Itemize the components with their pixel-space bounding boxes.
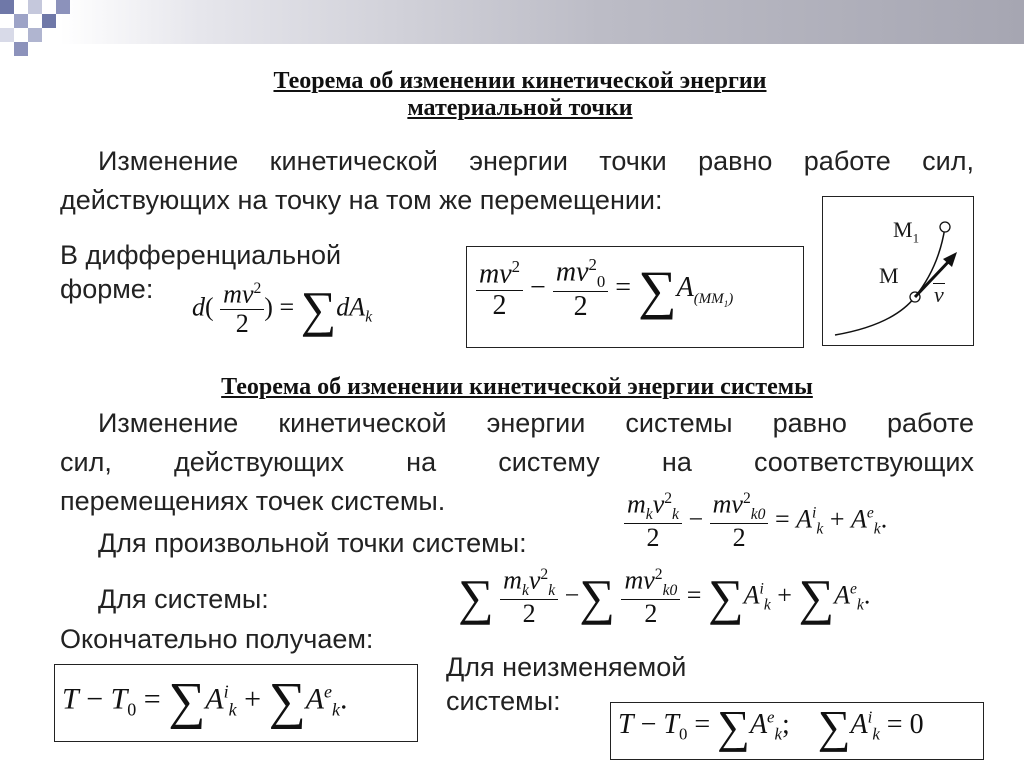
symbol: k bbox=[548, 581, 556, 599]
formula-point-integral: $\frac{mv^2}{2}$ − $\frac{mv^2_0}{2}$ = $\sum A_{(MM_1)}$ bbox=[476, 256, 733, 323]
symbol: 2 bbox=[573, 291, 588, 323]
header-gradient-bar bbox=[0, 0, 1024, 44]
symbol: e bbox=[866, 504, 874, 522]
text-line: Изменение кинетической энергии точки равно работе сил, bbox=[98, 146, 974, 176]
symbol: k0 bbox=[750, 505, 766, 523]
symbol: 2 bbox=[522, 598, 536, 628]
symbol: A bbox=[796, 504, 813, 534]
deco-square bbox=[28, 28, 42, 42]
symbol: 2 bbox=[588, 255, 597, 274]
symbol: v bbox=[528, 565, 541, 595]
symbol: 0 bbox=[127, 699, 137, 720]
symbol: k bbox=[228, 699, 237, 720]
symbol: e bbox=[767, 707, 775, 727]
symbol: dA bbox=[336, 292, 366, 322]
symbol: 2 bbox=[511, 256, 521, 276]
symbol: 2 bbox=[492, 289, 507, 321]
symbol: T bbox=[110, 682, 128, 716]
symbol: 2 bbox=[235, 309, 249, 339]
for-system-label: Для системы: bbox=[98, 584, 269, 614]
symbol: A bbox=[676, 272, 694, 304]
formula-arbitrary-point: $\frac{m_kv^2_k}{2}$ − $\frac{mv^2_{k0}}{2}$ = $A^i_k + A^e_k$. bbox=[624, 490, 887, 553]
deco-square bbox=[0, 28, 14, 42]
symbol: m bbox=[503, 565, 522, 595]
symbol: i bbox=[759, 580, 764, 598]
text-line: Изменение кинетической энергии системы равно работе bbox=[98, 408, 974, 438]
symbol: A bbox=[305, 682, 324, 716]
formula-differential: d( $\frac{mv^2}{2}$ ) = $\sum dA_k$ bbox=[192, 279, 373, 339]
symbol: e bbox=[323, 681, 332, 702]
slide-title-point bbox=[150, 68, 890, 122]
deco-square bbox=[0, 0, 14, 14]
deco-square bbox=[14, 14, 28, 28]
symbol: A bbox=[850, 504, 867, 534]
symbol: k bbox=[872, 724, 880, 744]
symbol: A bbox=[205, 682, 224, 716]
symbol: mv bbox=[555, 256, 589, 288]
symbol: k bbox=[365, 308, 373, 326]
arbitrary-point-label: Для произвольной точки системы: bbox=[98, 528, 527, 558]
deco-square bbox=[56, 0, 70, 14]
label-m1: $M_1$ bbox=[893, 217, 920, 246]
symbol: 0 bbox=[678, 724, 688, 744]
text-line: действующих на точку на том же перемещении: bbox=[60, 185, 663, 215]
text-line: Для неизменяемой bbox=[446, 652, 687, 682]
text-line: системы: bbox=[446, 686, 561, 716]
symbol: T bbox=[62, 682, 79, 716]
text-line: В дифференциальной bbox=[60, 240, 342, 270]
symbol: k bbox=[856, 596, 864, 614]
symbol: mv bbox=[624, 565, 655, 595]
label-m: M bbox=[879, 263, 899, 288]
deco-square bbox=[42, 14, 56, 28]
title-line-2: материальной точки bbox=[407, 95, 633, 121]
symbol: T bbox=[618, 708, 634, 740]
symbol: T bbox=[663, 708, 679, 740]
symbol: 2 bbox=[644, 598, 658, 628]
symbol: 0 bbox=[909, 708, 924, 740]
symbol: i bbox=[223, 681, 229, 702]
symbol: mv bbox=[223, 279, 254, 309]
fraction bbox=[220, 280, 264, 339]
formula-system: ∑ $\frac{m_kv^2_k}{2}$ −∑ $\frac{mv^2_{k0}}{2}$ = $\sum A^i_k + \sum A^e_k$. bbox=[458, 565, 871, 628]
symbol: mv bbox=[479, 257, 512, 289]
symbol: ) bbox=[728, 290, 734, 307]
symbol: 2 bbox=[646, 522, 660, 552]
formula-final: $T - T_0 = \sum A^i_k + \sum A^e_k$. bbox=[62, 673, 348, 730]
symbol: A bbox=[749, 708, 768, 740]
title-line-1: Теорема об изменении кинетической энергии bbox=[273, 68, 767, 94]
symbol: v bbox=[652, 489, 665, 519]
symbol: k bbox=[521, 581, 529, 599]
symbol: (MM bbox=[693, 290, 724, 307]
symbol: 2 bbox=[540, 566, 549, 583]
symbol: 2 bbox=[664, 490, 673, 507]
symbol: k bbox=[763, 596, 771, 614]
text-line: сил, действующих на систему на соответствующих bbox=[60, 447, 974, 477]
symbol: k bbox=[331, 699, 340, 720]
text-line: форме: bbox=[60, 274, 154, 304]
symbol: mv bbox=[712, 489, 743, 519]
symbol: A bbox=[850, 708, 868, 740]
symbol: i bbox=[867, 707, 873, 727]
deco-square bbox=[14, 42, 28, 56]
symbol: 2 bbox=[654, 566, 663, 583]
symbol: d bbox=[192, 292, 205, 322]
symbol: e bbox=[850, 580, 857, 598]
symbol: i bbox=[812, 504, 817, 522]
trajectory-diagram bbox=[822, 196, 974, 346]
formula-rigid: $T - T_0 = \sum A^e_k$; $\sum A^i_k = 0$ bbox=[618, 701, 924, 752]
label-v: v bbox=[934, 282, 944, 307]
symbol: 1 bbox=[723, 298, 729, 309]
text-line: перемещениях точек системы. bbox=[60, 486, 446, 516]
symbol: A bbox=[743, 580, 760, 610]
symbol: 2 bbox=[732, 522, 746, 552]
symbol: k0 bbox=[662, 581, 678, 599]
symbol: 2 bbox=[742, 490, 751, 507]
symbol: k bbox=[645, 505, 653, 523]
finally-label: Окончательно получаем: bbox=[60, 624, 374, 654]
symbol: 2 bbox=[253, 280, 262, 297]
symbol: A bbox=[834, 580, 850, 610]
symbol: k bbox=[873, 520, 881, 538]
symbol: m bbox=[627, 489, 646, 519]
deco-square bbox=[28, 0, 42, 14]
slide-title-system: Теорема об изменении кинетической энергии системы bbox=[221, 374, 813, 400]
symbol: 0 bbox=[596, 271, 606, 291]
paragraph-point-theorem bbox=[60, 142, 974, 181]
symbol: k bbox=[774, 724, 782, 744]
symbol: k bbox=[816, 520, 824, 538]
symbol: k bbox=[672, 505, 679, 523]
